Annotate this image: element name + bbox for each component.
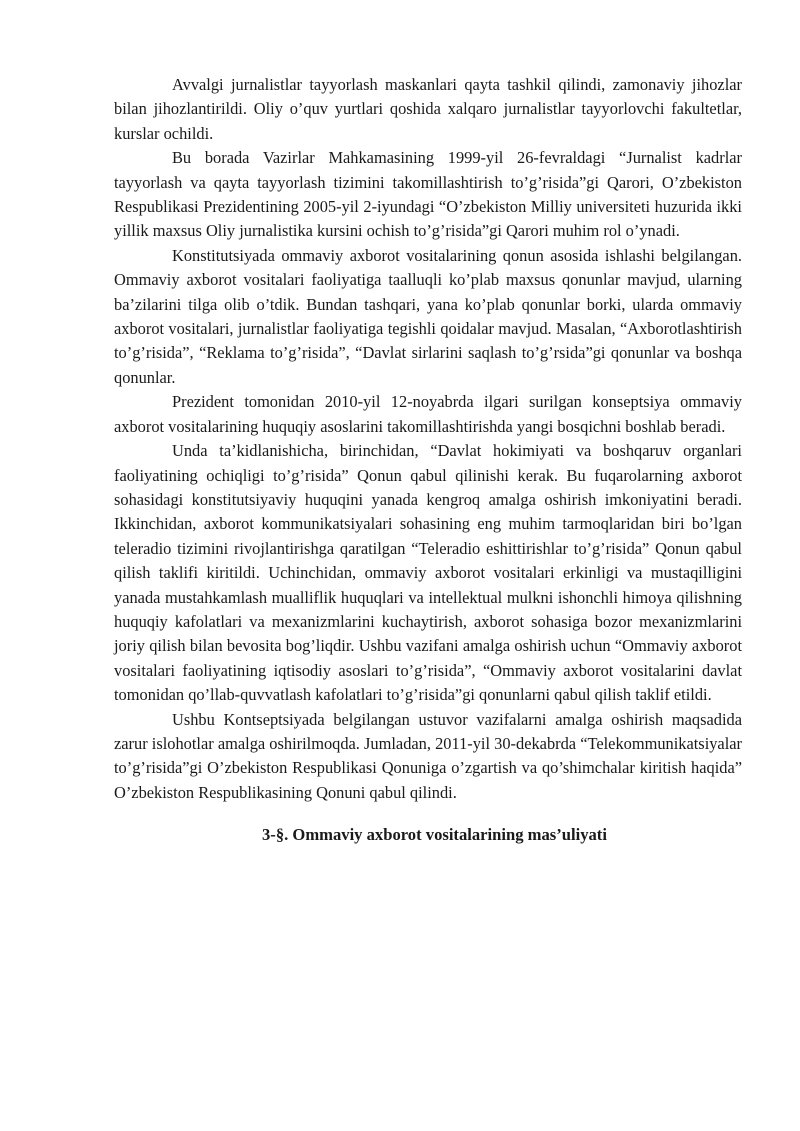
section-heading: 3-§. Ommaviy axborot vositalarining mas’uliyati — [262, 825, 607, 845]
document-page — [114, 73, 742, 847]
paragraph-1: Avvalgi jurnalistlar tayyorlash maskanlari qayta tashkil qilindi, zamonaviy jihozlar bilan jihozlantirildi. Oliy o’quv yurtlari qoshida xalqaro jurnalistlar tayyorlovchi fakultetlar, kurslar ochildi. — [114, 75, 742, 143]
paragraph-3: Konstitutsiyada ommaviy axborot vositalarining qonun asosida ishlashi belgilangan. Ommaviy axborot vositalari faoliyatiga taalluqli ko’plab maxsus qonunlar mavjud, ularning ba’zilarini tilga olib o’tdik. Bundan tashqari, yana ko’plab qonunlar borki, ularda ommaviy axborot vositalari, jurnalistlar faoliyatiga tegishli qoidalar mavjud. Masalan, “Axborotlashtirish to’g’risida”, “Reklama to’g’risida”, “Davlat sirlarini saqlash to’g’rsida”gi qonunlar va boshqa qonunlar. — [114, 245, 742, 387]
paragraph-5: Unda ta’kidlanishicha, birinchidan, “Davlat hokimiyati va boshqaruv organlari faoliyatining ochiqligi to’g’risida” Qonun qabul qilinishi kerak. Bu fuqarolarning axborot sohasidagi konstitutsiyaviy huquqini yanada kengroq amalga oshirish imkoniyatini beradi. Ikkinchidan, axborot kommunikatsiyalari sohasining eng muhim tarmoqlaridan biri bo’lgan teleradio tizimini rivojlantirishga qaratilgan “Teleradio eshittirishlar to’g’risida” Qonun qabul qilish taklifi kiritildi. Uchinchidan, ommaviy axborot vositalari erkinligi va mustaqilligini yanada mustahkamlash mualliflik huquqlari va intellektual mulkni ishonchli himoya qilishning huquqiy kafolatlari va mexanizmlarini kuchaytirish, axborot sohasiga bozor mexanizmlarini joriy qilish bilan bevosita bog’liqdir. Ushbu vazifani amalga oshirish uchun “Ommaviy axborot vositalari faoliyatining iqtisodiy asoslari to’g’risida”, “Ommaviy axborot vositalarini davlat tomonidan qo’llab-quvvatlash kafolatlari to’g’risida”gi qonunlarni qabul qilish taklif etildi. — [114, 441, 742, 705]
paragraph-4: Prezident tomonidan 2010-yil 12-noyabrda ilgari surilgan konseptsiya ommaviy axborot vositalarining huquqiy asoslarini takomillashtirishda yangi bosqichni boshlab beradi. — [114, 392, 742, 436]
paragraph-2: Bu borada Vazirlar Mahkamasining 1999-yil 26-fevraldagi “Jurnalist kadrlar tayyorlash va qayta tayyorlash tizimini takomillashtirish to’g’risida”gi Qarori, O’zbekiston Respublikasi Prezidentining 2005-yil 2-iyundagi “O’zbekiston Milliy universiteti huzurida ikki yillik maxsus Oliy jurnalistika kursini ochish to’g’risida”gi Qarori muhim rol o’ynadi. — [114, 148, 742, 241]
paragraph-6: Ushbu Kontseptsiyada belgilangan ustuvor vazifalarni amalga oshirish maqsadida zarur islohotlar amalga oshirilmoqda. Jumladan, 2011-yil 30-dekabrda “Telekommunikatsiyalar to’g’risida”gi O’zbekiston Respublikasi Qonuniga o’zgartish va qo’shimchalar kiritish haqida” O’zbekiston Respublikasining Qonuni qabul qilindi. — [114, 709, 742, 802]
